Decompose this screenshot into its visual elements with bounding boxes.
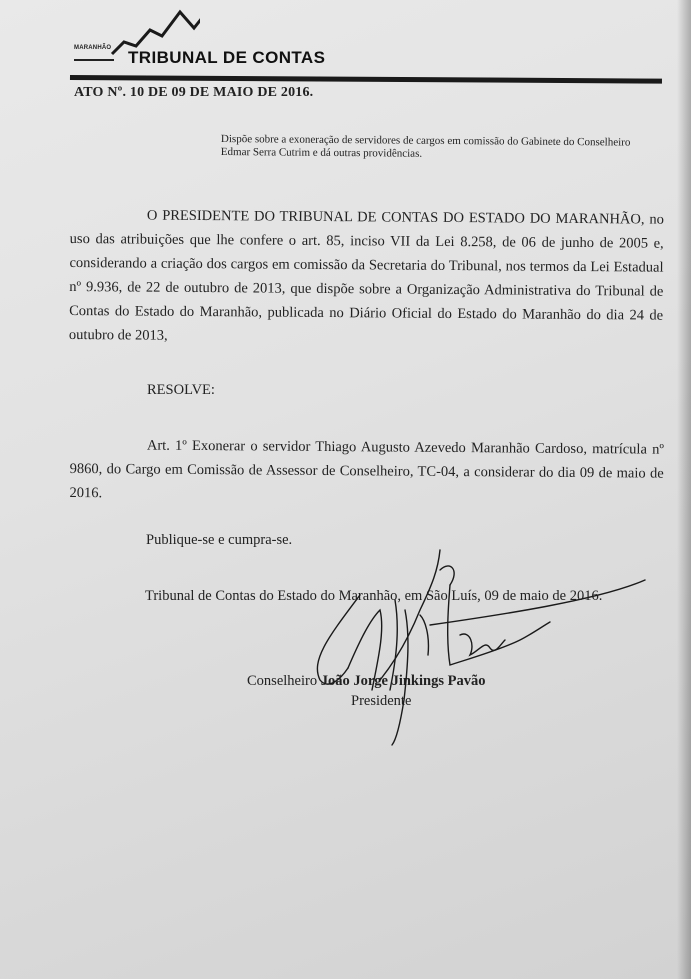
place-and-date: Tribunal de Contas do Estado do Maranhão, em São Luís, 09 de maio de 2016.	[145, 588, 603, 604]
page-edge-shadow	[677, 0, 691, 979]
act-title: ATO Nº. 10 DE 09 DE MAIO DE 2016.	[74, 85, 314, 100]
letterhead	[70, 8, 665, 86]
signer-prefix: Conselheiro	[247, 673, 321, 689]
preamble-paragraph: O PRESIDENTE DO TRIBUNAL DE CONTAS DO ESTADO DO MARANHÃO, no uso das atribuições que lhe confere o art. 85, inciso VII da Lei 8.258, de 06 de junho de 2005 e, considerando a criação dos cargos em comissão da Secretaria do Tribunal, nos termos da Lei Estadual nº 9.936, de 22 de outubro de 2013, que dispõe sobre a Organização Administrativa do Tribunal de Contas do Estado do Maranhão, publicada no Diário Oficial do Estado do Maranhão do dia 24 de outubro de 2013,	[68, 207, 664, 344]
resolve-heading: RESOLVE:	[147, 382, 215, 398]
institution-title: TRIBUNAL DE CONTAS	[128, 48, 326, 67]
logo-underline	[74, 59, 114, 61]
signer-name: João Jorge Jinkings Pavão	[320, 673, 486, 689]
signer-role: Presidente	[351, 693, 412, 709]
act-summary: Dispõe sobre a exoneração de servidores de cargos em comissão do Gabinete do Conselheiro Edmar Serra Cutrim e dá outras providências.	[220, 133, 631, 160]
publication-order: Publique-se e cumpra-se.	[146, 532, 293, 548]
logo-state-label: MARANHÃO	[74, 45, 112, 51]
handwritten-signature	[300, 540, 680, 750]
article-paragraph: Art. 1º Exonerar o servidor Thiago Augusto Azevedo Maranhão Cardoso, matrícula nº 9860, do Cargo em Comissão de Assessor de Conselheiro, TC-04, a considerar do dia 09 de maio de 2016.	[69, 437, 664, 502]
